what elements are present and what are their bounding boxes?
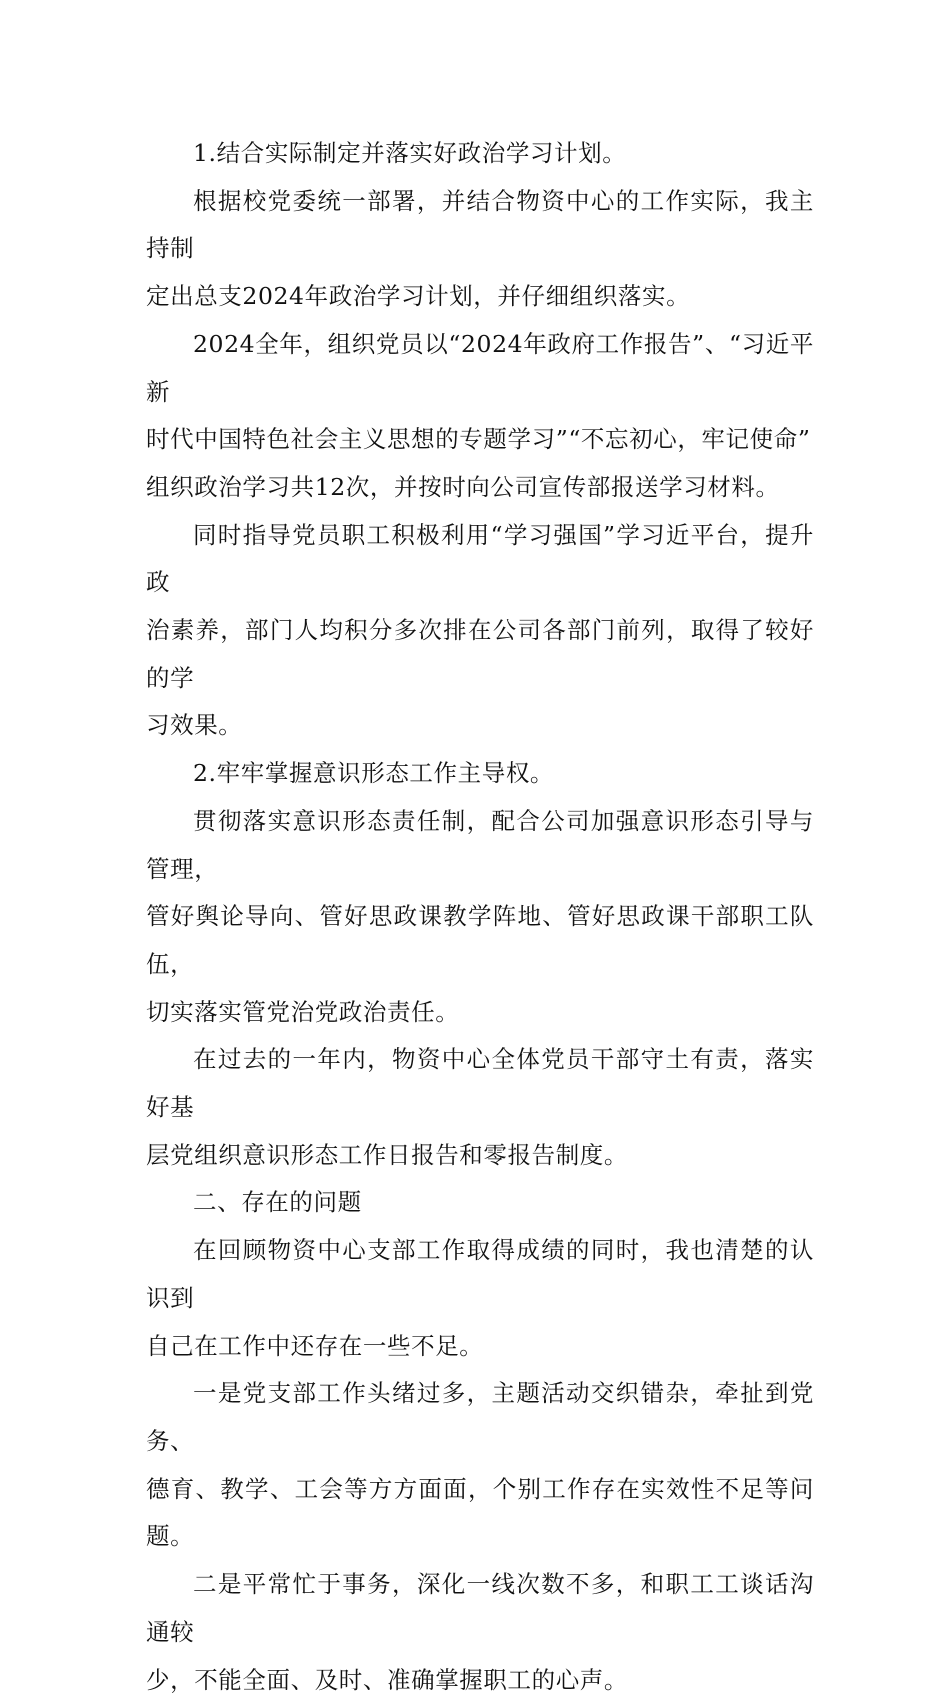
paragraph-problem-one: 一是党支部工作头绪过多，主题活动交织错杂，牵扯到党务、 德育、教学、工会等方方面面，个别工作存在实效性不足等问题。 [146,1379,814,1551]
paragraph-past-year: 在过去的一年内，物资中心全体党员干部守土有责，落实好基 层党组织意识形态工作日报告和零报告制度。 [146,1045,814,1169]
paragraph-problems-intro: 在回顾物资中心支部工作取得成绩的同时，我也清楚的认识到 自己在工作中还存在一些不足。 [146,1236,814,1360]
paragraph-annual-study: 2024全年，组织党员以“2024年政府工作报告”、“习近平新 时代中国特色社会主义思想的专题学习”“不忘初心，牢记使命” 组织政治学习共12次，并按时向公司宣传部报送学习材料。 [146,329,814,501]
paragraph-ideology-responsibility: 贯彻落实意识形态责任制，配合公司加强意识形态引导与管理， 管好舆论导向、管好思政课教学阵地、管好思政课干部职工队伍， 切实落实管党治党政治责任。 [146,806,814,1026]
paragraph-xuexi-qiangguo: 同时指导党员职工积极利用“学习强国”学习近平台，提升政 治素养，部门人均积分多次排在公司各部门前列，取得了较好的学 习效果。 [146,520,814,740]
paragraph-study-plan-intro: 根据校党委统一部署，并结合物资中心的工作实际，我主持制 定出总支2024年政治学习计划，并仔细组织落实。 [146,186,814,311]
section-heading-problems: 二、存在的问题 [193,1188,362,1217]
paragraph-study-plan-heading: 1.结合实际制定并落实好政治学习计划。 [193,139,627,167]
paragraph-ideology-heading: 2.牢牢掌握意识形态工作主导权。 [193,759,555,788]
paragraph-problem-two: 二是平常忙于事务，深化一线次数不多，和职工工谈话沟通较 少，不能全面、及时、准确掌握职工的心声。 [146,1570,814,1694]
document-body [146,130,814,1704]
